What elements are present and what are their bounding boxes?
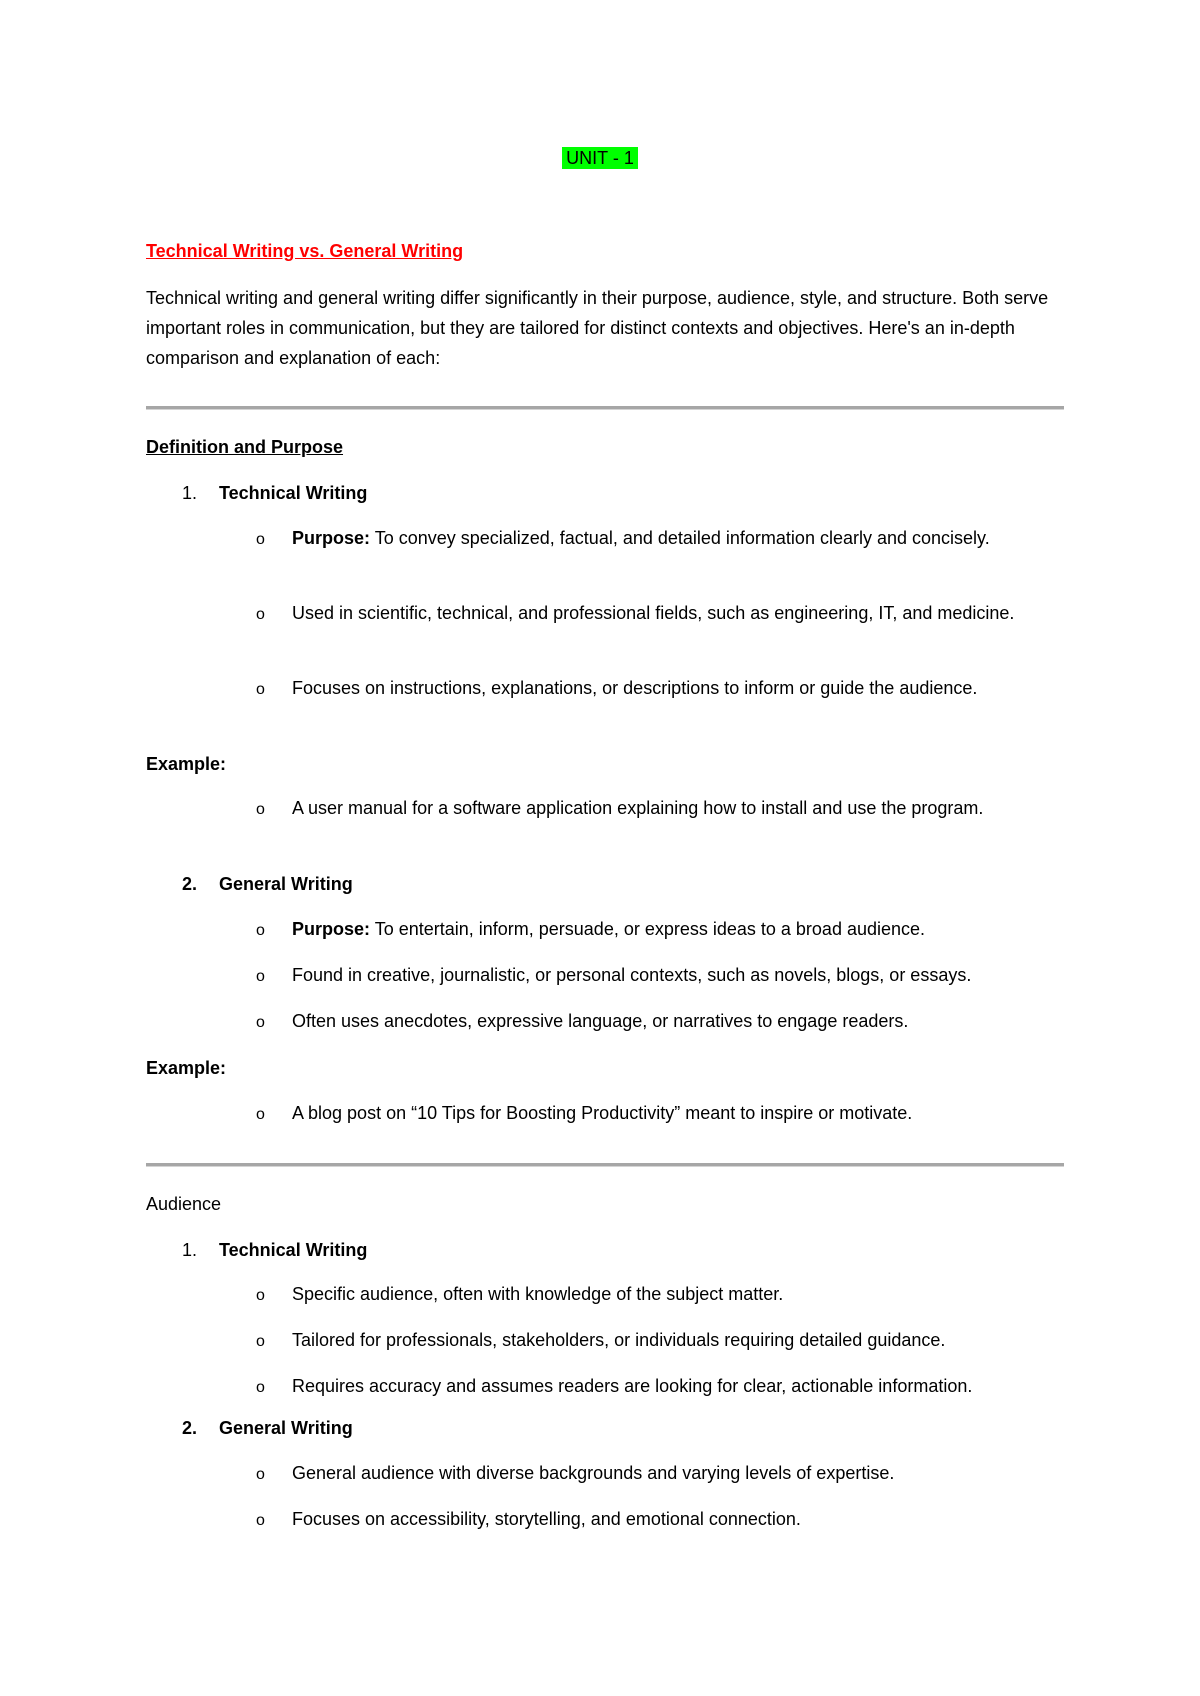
unit-title-row (0, 148, 1200, 169)
list-item: General audience with diverse backgrounds and varying levels of expertise. (292, 1463, 895, 1483)
list-item: A blog post on “10 Tips for Boosting Productivity” meant to inspire or motivate. (292, 1103, 913, 1123)
bullet-icon: o (256, 1466, 265, 1483)
list-item: Used in scientific, technical, and professional fields, such as engineering, IT, and medicine. (292, 603, 1015, 623)
bullet-icon: o (256, 606, 265, 623)
list-item: Specific audience, often with knowledge of the subject matter. (292, 1284, 784, 1304)
list-item: Requires accuracy and assumes readers are looking for clear, actionable information. (292, 1376, 973, 1396)
bullet-icon: o (256, 801, 265, 818)
bullet-icon: o (256, 922, 265, 939)
item-text: To convey specialized, factual, and detailed information clearly and concisely. (370, 528, 990, 548)
unit-title: UNIT - 1 (562, 147, 638, 169)
bullet-icon: o (256, 1333, 265, 1350)
item-label: Purpose: (292, 919, 371, 939)
bullet-icon: o (256, 531, 265, 548)
list-number: 1. (182, 1240, 198, 1260)
list-item: Focuses on instructions, explanations, or descriptions to inform or guide the audience. (292, 678, 978, 698)
bullet-icon: o (256, 1512, 265, 1529)
list-heading-general: General Writing (219, 874, 353, 894)
list-item: Tailored for professionals, stakeholders, or individuals requiring detailed guidance. (292, 1330, 946, 1350)
intro-paragraph: Technical writing and general writing differ significantly in their purpose, audience, style, and structure. Both serve important roles in communication, but they are tailored for distinct contexts and objectives. Here's an in-depth comparison and explanation of each: (146, 288, 1049, 368)
list-item: Found in creative, journalistic, or personal contexts, such as novels, blogs, or essays. (292, 965, 972, 985)
list-number: 2. (182, 1418, 198, 1438)
example-label: Example: (146, 754, 227, 774)
list-item (292, 523, 1072, 553)
bullet-icon: o (256, 1106, 265, 1123)
list-heading-technical: Technical Writing (219, 1240, 368, 1260)
section-title-audience: Audience (146, 1194, 222, 1214)
bullet-icon: o (256, 1379, 265, 1396)
divider (146, 1163, 1064, 1167)
bullet-icon: o (256, 681, 265, 698)
item-label: Purpose: (292, 528, 371, 548)
list-item (292, 914, 1072, 944)
bullet-icon: o (256, 1014, 265, 1031)
main-heading: Technical Writing vs. General Writing (146, 241, 464, 261)
item-text: To entertain, inform, persuade, or express ideas to a broad audience. (370, 919, 926, 939)
example-label: Example: (146, 1058, 227, 1078)
list-item: A user manual for a software application explaining how to install and use the program. (292, 798, 984, 818)
list-number: 2. (182, 874, 198, 894)
list-item: Focuses on accessibility, storytelling, and emotional connection. (292, 1509, 801, 1529)
list-number: 1. (182, 483, 198, 503)
divider (146, 406, 1064, 410)
section-title-definition: Definition and Purpose (146, 437, 344, 457)
list-item: Often uses anecdotes, expressive language, or narratives to engage readers. (292, 1011, 909, 1031)
list-heading-general: General Writing (219, 1418, 353, 1438)
bullet-icon: o (256, 1287, 265, 1304)
bullet-icon: o (256, 968, 265, 985)
list-heading-technical: Technical Writing (219, 483, 368, 503)
